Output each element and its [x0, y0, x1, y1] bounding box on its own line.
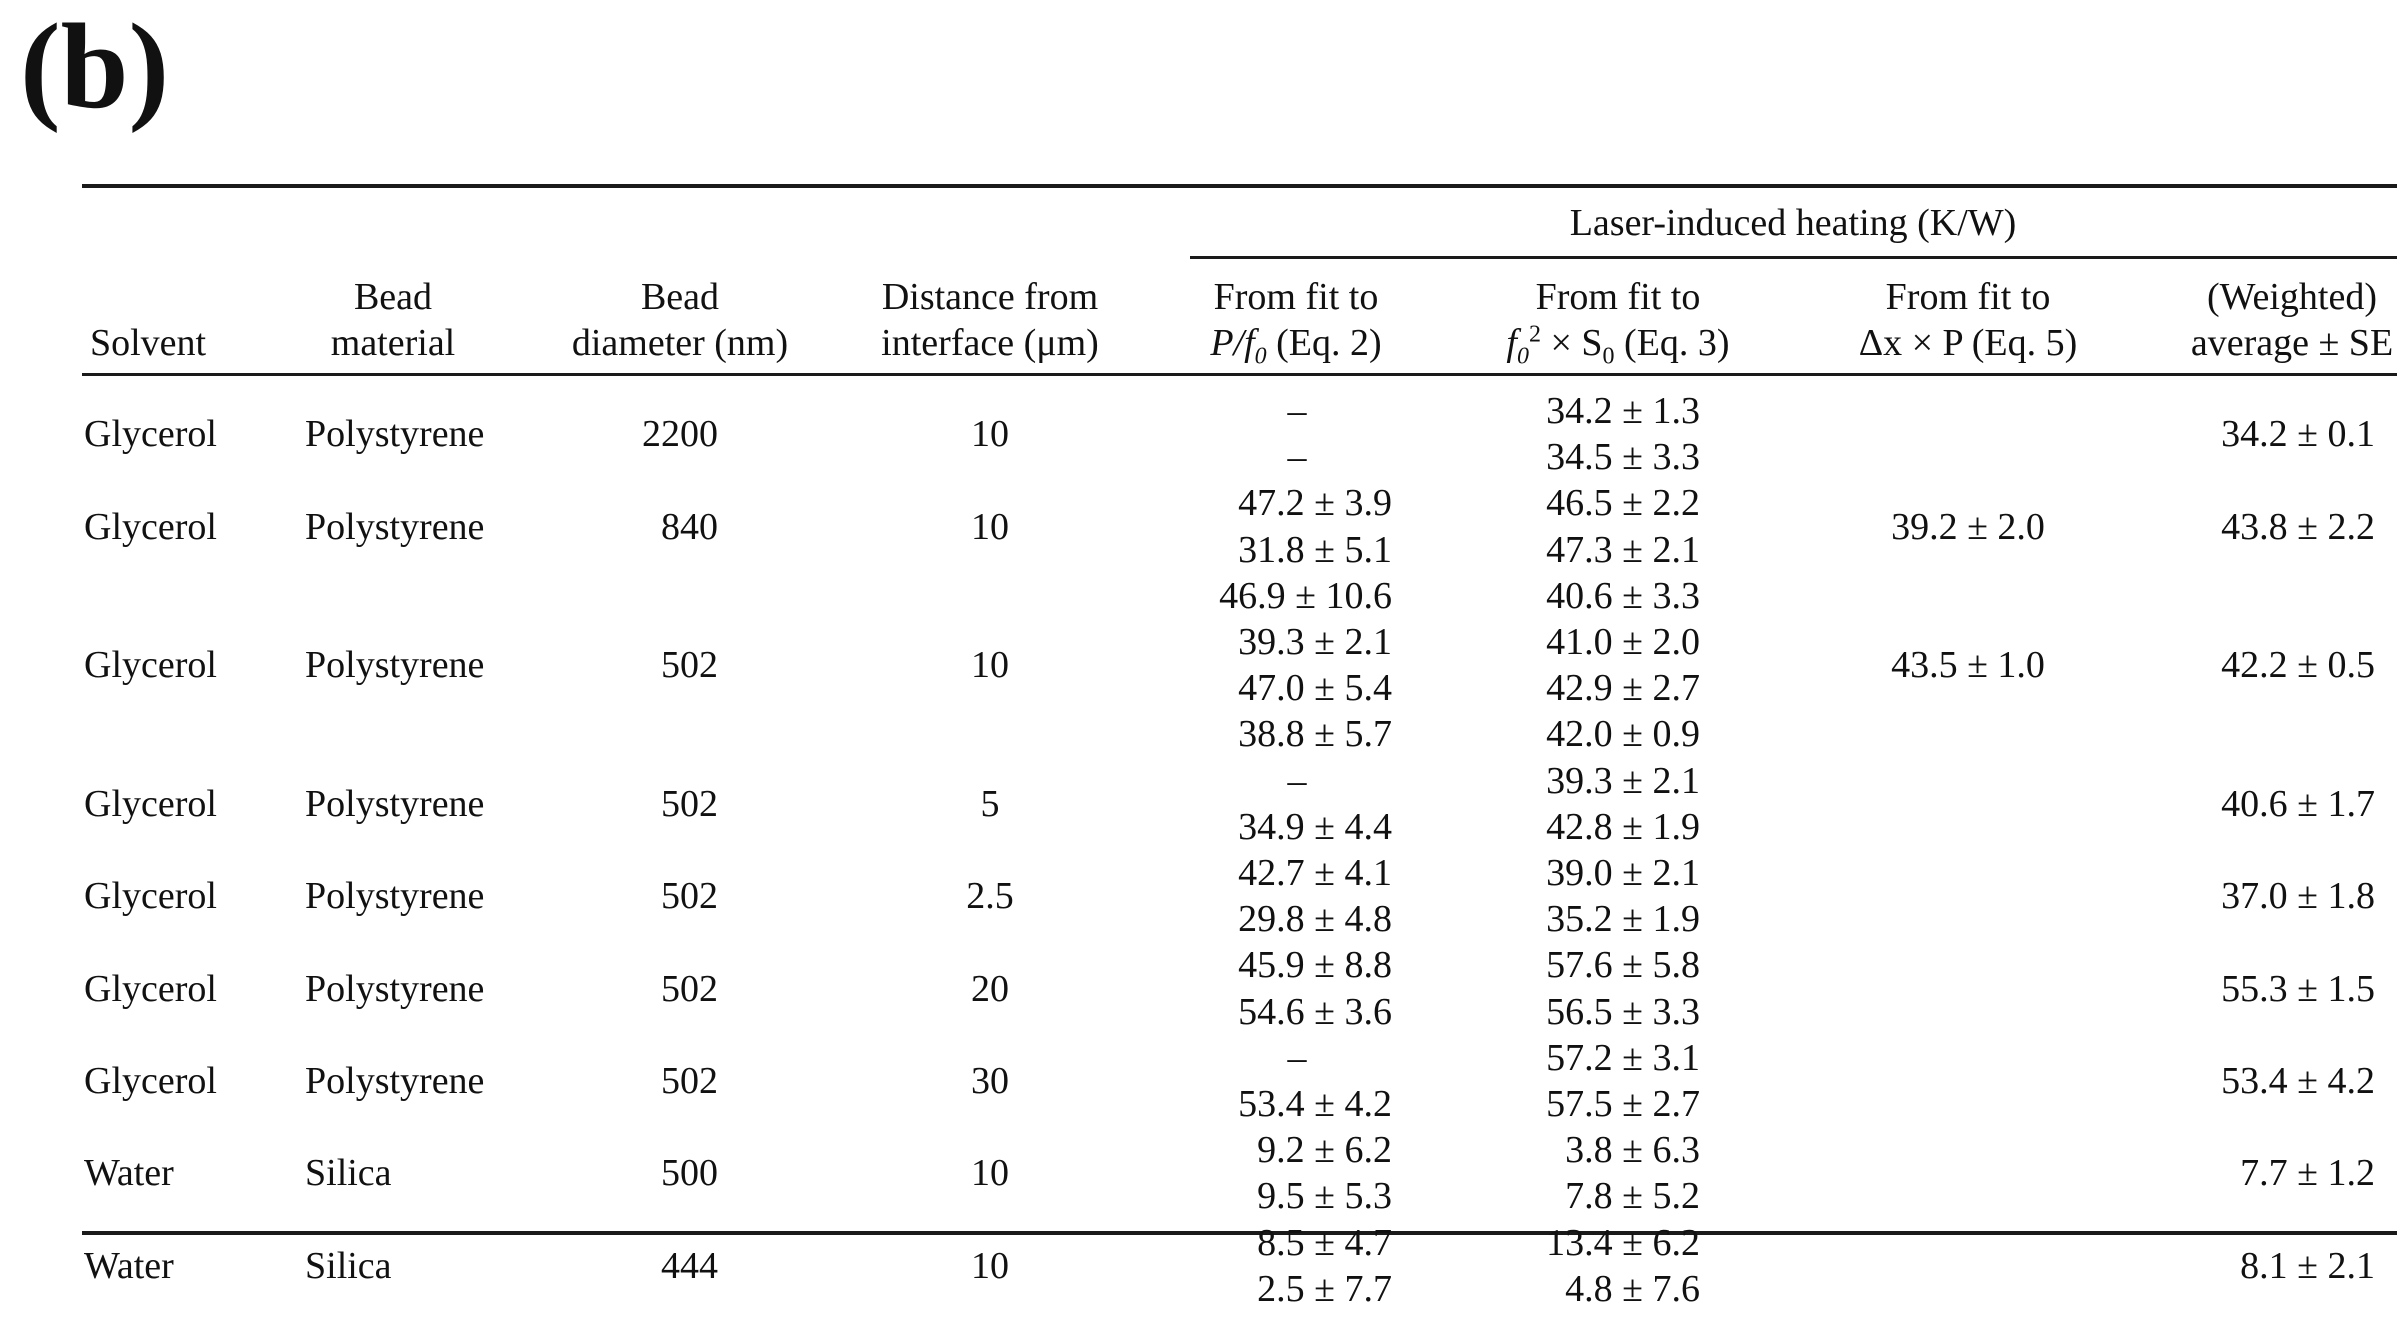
cell-fit-eq2: 8.5 ± 4.7 — [1257, 1221, 1392, 1264]
header-fit-eq3: From fit to $f_0^2 \times S_0$ (Eq. 3) — [1506, 276, 1730, 370]
cell-fit-eq2: 47.0 ± 5.4 — [1238, 667, 1392, 710]
cell-fit-eq2: 2.5 ± 7.7 — [1257, 1267, 1392, 1310]
cell-bead-diameter: 502 — [661, 1059, 718, 1102]
cell-bead-diameter: 502 — [661, 967, 718, 1010]
cell-fit-eq3: 4.8 ± 7.6 — [1565, 1267, 1700, 1310]
panel-label: (b) — [20, 0, 170, 134]
cell-bead-diameter: 502 — [661, 644, 718, 687]
header-average: (Weighted) average ± SE — [2190, 276, 2394, 364]
cell-fit-eq2: – — [1287, 1036, 1307, 1079]
cell-distance: 10 — [971, 505, 1009, 548]
cell-average: 55.3 ± 1.5 — [2221, 967, 2375, 1010]
header-bead-material: Bead material — [330, 276, 456, 364]
cell-bead-diameter: 502 — [661, 875, 718, 918]
cell-bead-diameter: 840 — [661, 505, 718, 548]
cell-solvent: Glycerol — [84, 782, 217, 825]
cell-fit-eq2: 45.9 ± 8.8 — [1238, 944, 1392, 987]
header-bottom-rule — [82, 373, 2397, 376]
cell-solvent: Glycerol — [84, 875, 217, 918]
cell-solvent: Glycerol — [84, 644, 217, 687]
cell-fit-eq2: 29.8 ± 4.8 — [1238, 898, 1392, 941]
cell-solvent: Glycerol — [84, 1059, 217, 1102]
cell-fit-eq3: 39.3 ± 2.1 — [1546, 759, 1700, 802]
header-bead-diameter: Bead diameter (nm) — [571, 276, 789, 364]
cell-average: 53.4 ± 4.2 — [2221, 1059, 2375, 1102]
cell-distance: 30 — [971, 1059, 1009, 1102]
cell-fit-eq3: 40.6 ± 3.3 — [1546, 574, 1700, 617]
header-solvent: Solvent — [89, 322, 207, 364]
cell-fit-eq2: – — [1287, 390, 1307, 432]
cell-distance: 2.5 — [966, 875, 1014, 918]
cell-fit-eq3: 34.2 ± 1.3 — [1546, 390, 1700, 432]
group-header: Laser-induced heating (K/W) — [1569, 202, 2017, 244]
cell-distance: 10 — [971, 1152, 1009, 1195]
cell-bead-material: Polystyrene — [305, 782, 485, 825]
cell-fit-eq2: – — [1287, 759, 1307, 802]
cell-bead-material: Polystyrene — [305, 505, 485, 548]
cell-fit-eq3: 56.5 ± 3.3 — [1546, 990, 1700, 1033]
cell-solvent: Glycerol — [84, 505, 217, 548]
header-fit-eq2: From fit to $P/f_0$ (Eq. 2) — [1210, 276, 1382, 370]
cell-bead-diameter: 2200 — [642, 413, 718, 456]
cell-average: 34.2 ± 0.1 — [2221, 413, 2375, 456]
cell-fit-eq2: 9.5 ± 5.3 — [1257, 1175, 1392, 1218]
cell-fit-eq3: 3.8 ± 6.3 — [1565, 1129, 1700, 1172]
header-distance: Distance from interface (μm) — [881, 276, 1099, 364]
cell-solvent: Glycerol — [84, 413, 217, 456]
cell-fit-eq2: 47.2 ± 3.9 — [1238, 482, 1392, 525]
cell-average: 43.8 ± 2.2 — [2221, 505, 2375, 548]
cell-bead-material: Polystyrene — [305, 875, 485, 918]
cell-fit-eq5: 39.2 ± 2.0 — [1891, 505, 2045, 548]
cell-solvent: Water — [84, 1152, 174, 1195]
cell-distance: 10 — [971, 413, 1009, 456]
cell-bead-material: Silica — [305, 1244, 392, 1287]
cell-average: 7.7 ± 1.2 — [2240, 1152, 2375, 1195]
cell-bead-material: Polystyrene — [305, 967, 485, 1010]
cell-fit-eq3: 57.6 ± 5.8 — [1546, 944, 1700, 987]
cell-solvent: Glycerol — [84, 967, 217, 1010]
cell-fit-eq2: 54.6 ± 3.6 — [1238, 990, 1392, 1033]
cell-fit-eq2: 46.9 ± 10.6 — [1219, 574, 1392, 617]
cell-distance: 20 — [971, 967, 1009, 1010]
cell-distance: 5 — [980, 782, 1000, 825]
cell-fit-eq2: 31.8 ± 5.1 — [1238, 528, 1392, 571]
cell-fit-eq3: 42.8 ± 1.9 — [1546, 805, 1700, 848]
cell-bead-material: Polystyrene — [305, 1059, 485, 1102]
cell-fit-eq2: – — [1287, 436, 1307, 479]
cell-bead-diameter: 444 — [661, 1244, 718, 1287]
cell-fit-eq3: 35.2 ± 1.9 — [1546, 898, 1700, 941]
cell-fit-eq5: 43.5 ± 1.0 — [1891, 644, 2045, 687]
cell-average: 8.1 ± 2.1 — [2240, 1244, 2375, 1287]
cell-bead-material: Silica — [305, 1152, 392, 1195]
cell-fit-eq2: 39.3 ± 2.1 — [1238, 621, 1392, 663]
cell-fit-eq3: 13.4 ± 6.2 — [1546, 1221, 1700, 1264]
cell-fit-eq3: 39.0 ± 2.1 — [1546, 852, 1700, 894]
cell-fit-eq3: 7.8 ± 5.2 — [1565, 1175, 1700, 1218]
cell-fit-eq2: 42.7 ± 4.1 — [1238, 852, 1392, 894]
cell-bead-material: Polystyrene — [305, 644, 485, 687]
cell-fit-eq3: 34.5 ± 3.3 — [1546, 436, 1700, 479]
cell-fit-eq3: 41.0 ± 2.0 — [1546, 621, 1700, 663]
cell-fit-eq3: 42.0 ± 0.9 — [1546, 713, 1700, 756]
cell-fit-eq3: 42.9 ± 2.7 — [1546, 667, 1700, 710]
cell-bead-diameter: 500 — [661, 1152, 718, 1195]
table-bottom-rule — [82, 1231, 2397, 1235]
cell-bead-diameter: 502 — [661, 782, 718, 825]
cell-fit-eq3: 57.2 ± 3.1 — [1546, 1036, 1700, 1079]
cell-distance: 10 — [971, 1244, 1009, 1287]
cell-average: 37.0 ± 1.8 — [2221, 875, 2375, 918]
cell-fit-eq2: 34.9 ± 4.4 — [1238, 805, 1392, 848]
group-header-rule — [1190, 256, 2397, 259]
header-fit-eq5: From fit to Δx × P (Eq. 5) — [1858, 276, 2078, 364]
cell-fit-eq3: 46.5 ± 2.2 — [1546, 482, 1700, 525]
cell-fit-eq2: 38.8 ± 5.7 — [1238, 713, 1392, 756]
cell-fit-eq2: 53.4 ± 4.2 — [1238, 1083, 1392, 1125]
cell-fit-eq2: 9.2 ± 6.2 — [1257, 1129, 1392, 1172]
cell-solvent: Water — [84, 1244, 174, 1287]
cell-average: 42.2 ± 0.5 — [2221, 644, 2375, 687]
cell-average: 40.6 ± 1.7 — [2221, 782, 2375, 825]
cell-fit-eq3: 57.5 ± 2.7 — [1546, 1083, 1700, 1125]
table-top-rule — [82, 184, 2397, 188]
cell-bead-material: Polystyrene — [305, 413, 485, 456]
cell-fit-eq3: 47.3 ± 2.1 — [1546, 528, 1700, 571]
cell-distance: 10 — [971, 644, 1009, 687]
